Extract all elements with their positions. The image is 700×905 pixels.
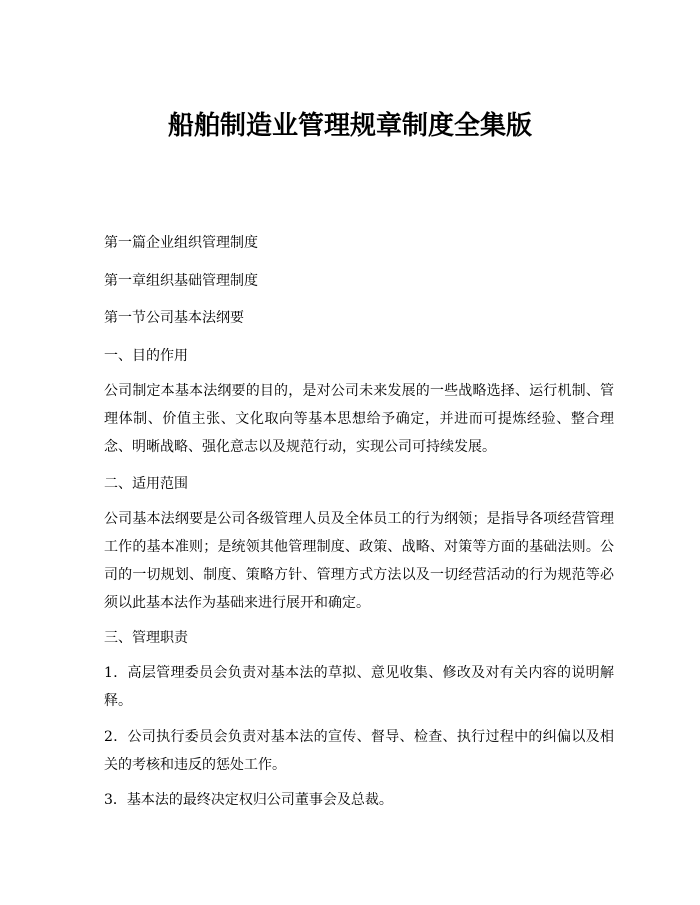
list-item-2: 2．公司执行委员会负责对基本法的宣传、督导、检查、执行过程中的纠偏以及相关的考核和违反的惩处工作。 bbox=[104, 729, 614, 773]
list-item-3: 3．基本法的最终决定权归公司董事会及总裁。 bbox=[104, 792, 393, 808]
paragraph-purpose: 公司制定本基本法纲要的目的，是对公司未来发展的一些战略选择、运行机制、管理体制、价值主张、文化取向等基本思想给予确定，并进而可提炼经验、整合理念、明晰战略、强化意志以及规范行动，实现公司可持续发展。 bbox=[104, 383, 614, 455]
heading-scope: 二、适用范围 bbox=[104, 476, 188, 492]
section-heading: 第一节公司基本法纲要 bbox=[104, 310, 244, 326]
list-item-1: 1．高层管理委员会负责对基本法的草拟、意见收集、修改及对有关内容的说明解释。 bbox=[104, 665, 614, 709]
paragraph-scope: 公司基本法纲要是公司各级管理人员及全体员工的行为纲领；是指导各项经营管理工作的基本准则；是统领其他管理制度、政策、战略、对策等方面的基础法则。公司的一切规划、制度、策略方针、管理方式方法以及一切经营活动的行为规范等必须以此基本法作为基础来进行展开和确定。 bbox=[104, 511, 614, 611]
heading-responsibilities: 三、管理职责 bbox=[104, 630, 188, 646]
chapter-heading: 第一章组织基础管理制度 bbox=[104, 273, 258, 289]
part-heading: 第一篇企业组织管理制度 bbox=[104, 235, 258, 251]
document-title: 船舶制造业管理规章制度全集版 bbox=[167, 111, 532, 141]
heading-purpose: 一、目的作用 bbox=[104, 348, 188, 364]
